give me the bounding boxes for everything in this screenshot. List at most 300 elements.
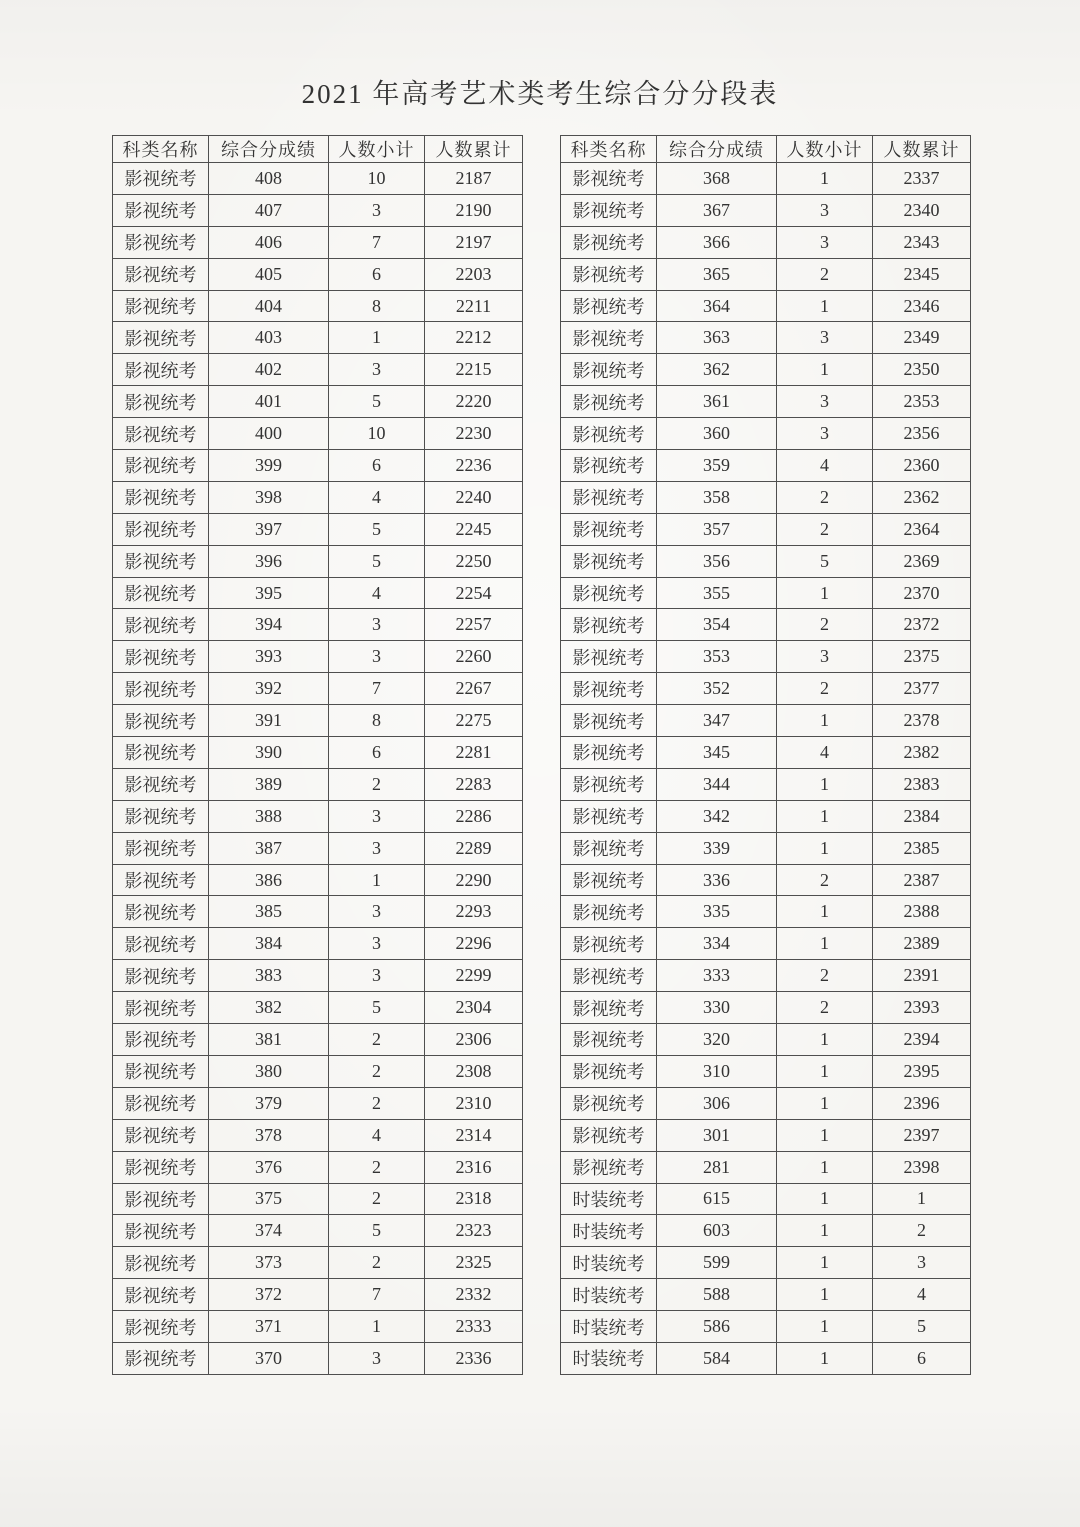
- cell-subtotal: 3: [329, 800, 425, 832]
- table-row: [561, 450, 971, 482]
- table-row: [113, 1247, 523, 1279]
- cell-category: 影视统考: [561, 992, 657, 1024]
- table-row: [561, 960, 971, 992]
- cell-subtotal: 1: [777, 800, 873, 832]
- cell-score: 335: [657, 896, 777, 928]
- cell-subtotal: 1: [777, 577, 873, 609]
- table-row: [561, 1055, 971, 1087]
- cell-subtotal: 6: [329, 737, 425, 769]
- cell-category: 时装统考: [561, 1215, 657, 1247]
- cell-category: 影视统考: [561, 290, 657, 322]
- table-row: [561, 705, 971, 737]
- cell-category: 影视统考: [561, 673, 657, 705]
- table-row: [113, 1087, 523, 1119]
- cell-category: 影视统考: [561, 418, 657, 450]
- table-row: [113, 768, 523, 800]
- cell-cumulative: 2240: [425, 481, 523, 513]
- cell-cumulative: 2375: [873, 641, 971, 673]
- page-title: 2021 年高考艺术类考生综合分分段表: [301, 79, 779, 109]
- cell-category: 影视统考: [113, 768, 209, 800]
- cell-score: 345: [657, 737, 777, 769]
- table-row: [561, 258, 971, 290]
- table-row: [561, 1279, 971, 1311]
- cell-cumulative: 2394: [873, 1024, 971, 1056]
- cell-cumulative: 2250: [425, 545, 523, 577]
- cell-category: 影视统考: [113, 641, 209, 673]
- table-row: [561, 832, 971, 864]
- cell-cumulative: 2370: [873, 577, 971, 609]
- cell-score: 361: [657, 386, 777, 418]
- cell-category: 影视统考: [561, 960, 657, 992]
- cell-subtotal: 2: [777, 481, 873, 513]
- cell-cumulative: 2397: [873, 1119, 971, 1151]
- cell-score: 363: [657, 322, 777, 354]
- cell-subtotal: 3: [777, 226, 873, 258]
- cell-category: 影视统考: [113, 1215, 209, 1247]
- col-header-subtotal: 人数小计: [329, 136, 425, 163]
- cell-score: 390: [209, 737, 329, 769]
- cell-subtotal: 1: [777, 705, 873, 737]
- cell-subtotal: 1: [329, 864, 425, 896]
- table-row: [113, 450, 523, 482]
- cell-subtotal: 1: [777, 1055, 873, 1087]
- cell-subtotal: 10: [329, 163, 425, 195]
- cell-cumulative: 2212: [425, 322, 523, 354]
- cell-subtotal: 7: [329, 673, 425, 705]
- cell-score: 372: [209, 1279, 329, 1311]
- cell-subtotal: 2: [329, 1024, 425, 1056]
- cell-score: 389: [209, 768, 329, 800]
- cell-score: 392: [209, 673, 329, 705]
- cell-subtotal: 1: [329, 322, 425, 354]
- cell-score: 356: [657, 545, 777, 577]
- table-row: [561, 1342, 971, 1374]
- cell-category: 影视统考: [113, 481, 209, 513]
- cell-cumulative: 2296: [425, 928, 523, 960]
- cell-cumulative: 2333: [425, 1311, 523, 1343]
- cell-category: 影视统考: [561, 258, 657, 290]
- cell-cumulative: 2349: [873, 322, 971, 354]
- cell-score: 336: [657, 864, 777, 896]
- cell-cumulative: 2308: [425, 1055, 523, 1087]
- cell-score: 352: [657, 673, 777, 705]
- col-header-cumulative: 人数累计: [873, 136, 971, 163]
- cell-score: 403: [209, 322, 329, 354]
- cell-subtotal: 4: [329, 1119, 425, 1151]
- cell-cumulative: 2187: [425, 163, 523, 195]
- cell-category: 影视统考: [113, 1087, 209, 1119]
- cell-subtotal: 1: [777, 1342, 873, 1374]
- cell-subtotal: 3: [329, 609, 425, 641]
- table-row: [561, 1024, 971, 1056]
- cell-cumulative: 2356: [873, 418, 971, 450]
- cell-score: 588: [657, 1279, 777, 1311]
- table-row: [113, 1279, 523, 1311]
- cell-score: 281: [657, 1151, 777, 1183]
- cell-subtotal: 1: [777, 768, 873, 800]
- table-row: [561, 513, 971, 545]
- cell-score: 358: [657, 481, 777, 513]
- cell-score: 398: [209, 481, 329, 513]
- cell-cumulative: 2323: [425, 1215, 523, 1247]
- cell-subtotal: 5: [329, 513, 425, 545]
- score-table-right: [560, 135, 971, 1375]
- table-row: [561, 1087, 971, 1119]
- cell-subtotal: 3: [777, 194, 873, 226]
- cell-cumulative: 2275: [425, 705, 523, 737]
- cell-category: 影视统考: [113, 226, 209, 258]
- table-row: [561, 226, 971, 258]
- cell-category: 影视统考: [113, 513, 209, 545]
- cell-score: 360: [657, 418, 777, 450]
- table-row: [113, 960, 523, 992]
- cell-score: 342: [657, 800, 777, 832]
- cell-cumulative: 2387: [873, 864, 971, 896]
- cell-subtotal: 7: [329, 1279, 425, 1311]
- cell-cumulative: 5: [873, 1311, 971, 1343]
- cell-category: 影视统考: [561, 1024, 657, 1056]
- table-row: [561, 1247, 971, 1279]
- cell-category: 影视统考: [113, 290, 209, 322]
- cell-subtotal: 3: [329, 832, 425, 864]
- cell-category: 影视统考: [561, 545, 657, 577]
- cell-cumulative: 2314: [425, 1119, 523, 1151]
- cell-score: 402: [209, 354, 329, 386]
- cell-subtotal: 4: [329, 481, 425, 513]
- cell-subtotal: 2: [777, 258, 873, 290]
- cell-score: 381: [209, 1024, 329, 1056]
- col-header-score: 综合分成绩: [209, 136, 329, 163]
- cell-subtotal: 8: [329, 705, 425, 737]
- table-row: [561, 386, 971, 418]
- table-row: [113, 163, 523, 195]
- cell-score: 334: [657, 928, 777, 960]
- cell-cumulative: 2245: [425, 513, 523, 545]
- cell-category: 影视统考: [561, 481, 657, 513]
- cell-subtotal: 2: [329, 1151, 425, 1183]
- cell-score: 366: [657, 226, 777, 258]
- table-row: [113, 864, 523, 896]
- cell-subtotal: 2: [777, 960, 873, 992]
- cell-cumulative: 2254: [425, 577, 523, 609]
- cell-category: 影视统考: [561, 928, 657, 960]
- cell-score: 386: [209, 864, 329, 896]
- cell-cumulative: 2283: [425, 768, 523, 800]
- cell-subtotal: 10: [329, 418, 425, 450]
- col-header-score: 综合分成绩: [657, 136, 777, 163]
- cell-category: 影视统考: [561, 832, 657, 864]
- col-header-category: 科类名称: [561, 136, 657, 163]
- table-row: [113, 1311, 523, 1343]
- cell-score: 339: [657, 832, 777, 864]
- cell-category: 影视统考: [113, 1183, 209, 1215]
- cell-subtotal: 3: [777, 322, 873, 354]
- cell-cumulative: 2318: [425, 1183, 523, 1215]
- table-row: [561, 641, 971, 673]
- cell-subtotal: 3: [777, 386, 873, 418]
- cell-cumulative: 2281: [425, 737, 523, 769]
- cell-subtotal: 4: [777, 450, 873, 482]
- cell-cumulative: 2267: [425, 673, 523, 705]
- cell-subtotal: 1: [777, 1247, 873, 1279]
- cell-cumulative: 2286: [425, 800, 523, 832]
- cell-score: 384: [209, 928, 329, 960]
- table-row: [561, 896, 971, 928]
- table-row: [113, 290, 523, 322]
- cell-category: 影视统考: [561, 864, 657, 896]
- table-row: [113, 481, 523, 513]
- cell-category: 影视统考: [113, 737, 209, 769]
- table-row: [561, 577, 971, 609]
- table-row: [561, 354, 971, 386]
- cell-subtotal: 4: [329, 577, 425, 609]
- table-row: [561, 418, 971, 450]
- cell-cumulative: 2395: [873, 1055, 971, 1087]
- cell-score: 396: [209, 545, 329, 577]
- cell-score: 401: [209, 386, 329, 418]
- cell-category: 影视统考: [561, 513, 657, 545]
- cell-category: 影视统考: [113, 545, 209, 577]
- cell-cumulative: 2353: [873, 386, 971, 418]
- cell-category: 影视统考: [561, 896, 657, 928]
- cell-cumulative: 2343: [873, 226, 971, 258]
- cell-subtotal: 3: [777, 641, 873, 673]
- cell-cumulative: 2197: [425, 226, 523, 258]
- cell-cumulative: 2378: [873, 705, 971, 737]
- table-body-right: [561, 163, 971, 1375]
- cell-category: 时装统考: [561, 1342, 657, 1374]
- cell-score: 347: [657, 705, 777, 737]
- cell-score: 379: [209, 1087, 329, 1119]
- table-row: [113, 832, 523, 864]
- table-row: [113, 992, 523, 1024]
- cell-cumulative: 2336: [425, 1342, 523, 1374]
- cell-score: 359: [657, 450, 777, 482]
- cell-subtotal: 1: [777, 1087, 873, 1119]
- cell-category: 影视统考: [561, 386, 657, 418]
- table-row: [113, 194, 523, 226]
- cell-category: 影视统考: [113, 896, 209, 928]
- cell-category: 影视统考: [561, 1055, 657, 1087]
- cell-score: 306: [657, 1087, 777, 1119]
- cell-category: 影视统考: [561, 226, 657, 258]
- cell-category: 影视统考: [561, 1151, 657, 1183]
- cell-category: 影视统考: [561, 450, 657, 482]
- cell-cumulative: 2220: [425, 386, 523, 418]
- cell-cumulative: 2203: [425, 258, 523, 290]
- cell-category: 影视统考: [113, 386, 209, 418]
- table-row: [561, 609, 971, 641]
- cell-cumulative: 2260: [425, 641, 523, 673]
- table-row: [113, 322, 523, 354]
- cell-subtotal: 5: [329, 1215, 425, 1247]
- cell-category: 影视统考: [561, 800, 657, 832]
- cell-subtotal: 3: [329, 896, 425, 928]
- table-row: [113, 1215, 523, 1247]
- cell-subtotal: 3: [329, 641, 425, 673]
- cell-category: 影视统考: [561, 194, 657, 226]
- cell-subtotal: 1: [777, 1151, 873, 1183]
- cell-subtotal: 1: [777, 163, 873, 195]
- cell-cumulative: 2190: [425, 194, 523, 226]
- cell-score: 399: [209, 450, 329, 482]
- table-row: [561, 545, 971, 577]
- cell-subtotal: 1: [777, 1215, 873, 1247]
- cell-cumulative: 2362: [873, 481, 971, 513]
- cell-cumulative: 2: [873, 1215, 971, 1247]
- cell-subtotal: 4: [777, 737, 873, 769]
- table-row: [113, 258, 523, 290]
- cell-cumulative: 2389: [873, 928, 971, 960]
- cell-subtotal: 3: [329, 928, 425, 960]
- table-row: [113, 1024, 523, 1056]
- cell-category: 影视统考: [113, 418, 209, 450]
- cell-subtotal: 8: [329, 290, 425, 322]
- cell-subtotal: 2: [777, 992, 873, 1024]
- table-row: [113, 737, 523, 769]
- cell-cumulative: 2230: [425, 418, 523, 450]
- cell-cumulative: 2236: [425, 450, 523, 482]
- cell-subtotal: 3: [329, 194, 425, 226]
- cell-score: 375: [209, 1183, 329, 1215]
- cell-score: 405: [209, 258, 329, 290]
- cell-subtotal: 1: [777, 832, 873, 864]
- table-row: [561, 928, 971, 960]
- cell-score: 400: [209, 418, 329, 450]
- table-row: [113, 800, 523, 832]
- cell-category: 影视统考: [561, 1087, 657, 1119]
- cell-subtotal: 5: [329, 545, 425, 577]
- cell-score: 364: [657, 290, 777, 322]
- cell-subtotal: 7: [329, 226, 425, 258]
- cell-subtotal: 2: [329, 1055, 425, 1087]
- cell-score: 382: [209, 992, 329, 1024]
- cell-category: 时装统考: [561, 1311, 657, 1343]
- cell-cumulative: 2211: [425, 290, 523, 322]
- cell-cumulative: 2304: [425, 992, 523, 1024]
- table-row: [113, 226, 523, 258]
- table-row: [561, 1183, 971, 1215]
- cell-score: 380: [209, 1055, 329, 1087]
- cell-cumulative: 2299: [425, 960, 523, 992]
- table-row: [113, 1183, 523, 1215]
- cell-subtotal: 3: [329, 354, 425, 386]
- cell-subtotal: 3: [329, 960, 425, 992]
- cell-score: 408: [209, 163, 329, 195]
- cell-cumulative: 2306: [425, 1024, 523, 1056]
- cell-category: 影视统考: [561, 354, 657, 386]
- cell-score: 404: [209, 290, 329, 322]
- cell-score: 357: [657, 513, 777, 545]
- cell-subtotal: 2: [777, 864, 873, 896]
- cell-cumulative: 2384: [873, 800, 971, 832]
- cell-cumulative: 2332: [425, 1279, 523, 1311]
- cell-cumulative: 2290: [425, 864, 523, 896]
- cell-score: 344: [657, 768, 777, 800]
- cell-score: 376: [209, 1151, 329, 1183]
- cell-cumulative: 2382: [873, 737, 971, 769]
- table-row: [561, 768, 971, 800]
- cell-subtotal: 2: [329, 768, 425, 800]
- cell-cumulative: 2316: [425, 1151, 523, 1183]
- cell-category: 影视统考: [113, 960, 209, 992]
- cell-score: 373: [209, 1247, 329, 1279]
- cell-category: 影视统考: [561, 705, 657, 737]
- cell-cumulative: 3: [873, 1247, 971, 1279]
- table-row: [113, 418, 523, 450]
- cell-subtotal: 6: [329, 258, 425, 290]
- cell-subtotal: 1: [777, 1119, 873, 1151]
- cell-subtotal: 1: [329, 1311, 425, 1343]
- col-header-category: 科类名称: [113, 136, 209, 163]
- cell-category: 影视统考: [113, 928, 209, 960]
- cell-cumulative: 2391: [873, 960, 971, 992]
- cell-score: 407: [209, 194, 329, 226]
- table-row: [113, 1151, 523, 1183]
- cell-category: 影视统考: [113, 609, 209, 641]
- cell-score: 365: [657, 258, 777, 290]
- cell-category: 影视统考: [113, 1279, 209, 1311]
- cell-category: 时装统考: [561, 1279, 657, 1311]
- cell-score: 383: [209, 960, 329, 992]
- cell-cumulative: 2364: [873, 513, 971, 545]
- table-row: [561, 992, 971, 1024]
- table-row: [113, 896, 523, 928]
- table-row: [561, 673, 971, 705]
- table-row: [113, 577, 523, 609]
- cell-score: 320: [657, 1024, 777, 1056]
- cell-category: 影视统考: [113, 1119, 209, 1151]
- cell-category: 影视统考: [113, 1024, 209, 1056]
- cell-score: 362: [657, 354, 777, 386]
- table-row: [561, 800, 971, 832]
- cell-subtotal: 2: [777, 673, 873, 705]
- cell-category: 影视统考: [561, 322, 657, 354]
- cell-subtotal: 2: [777, 609, 873, 641]
- table-row: [113, 609, 523, 641]
- cell-cumulative: 4: [873, 1279, 971, 1311]
- cell-score: 355: [657, 577, 777, 609]
- cell-cumulative: 2369: [873, 545, 971, 577]
- cell-score: 333: [657, 960, 777, 992]
- cell-score: 367: [657, 194, 777, 226]
- cell-cumulative: 1: [873, 1183, 971, 1215]
- table-row: [561, 1311, 971, 1343]
- tables-container: [112, 135, 971, 1375]
- col-header-subtotal: 人数小计: [777, 136, 873, 163]
- cell-cumulative: 2377: [873, 673, 971, 705]
- cell-category: 影视统考: [561, 609, 657, 641]
- cell-score: 385: [209, 896, 329, 928]
- table-row: [113, 513, 523, 545]
- cell-subtotal: 2: [777, 513, 873, 545]
- cell-subtotal: 2: [329, 1247, 425, 1279]
- cell-cumulative: 2293: [425, 896, 523, 928]
- cell-cumulative: 2350: [873, 354, 971, 386]
- table-row: [113, 354, 523, 386]
- table-row: [113, 1119, 523, 1151]
- cell-cumulative: 2398: [873, 1151, 971, 1183]
- cell-score: 615: [657, 1183, 777, 1215]
- cell-category: 影视统考: [561, 163, 657, 195]
- cell-score: 354: [657, 609, 777, 641]
- cell-category: 影视统考: [113, 258, 209, 290]
- cell-cumulative: 6: [873, 1342, 971, 1374]
- cell-cumulative: 2310: [425, 1087, 523, 1119]
- cell-cumulative: 2257: [425, 609, 523, 641]
- cell-category: 影视统考: [113, 322, 209, 354]
- cell-category: 影视统考: [113, 864, 209, 896]
